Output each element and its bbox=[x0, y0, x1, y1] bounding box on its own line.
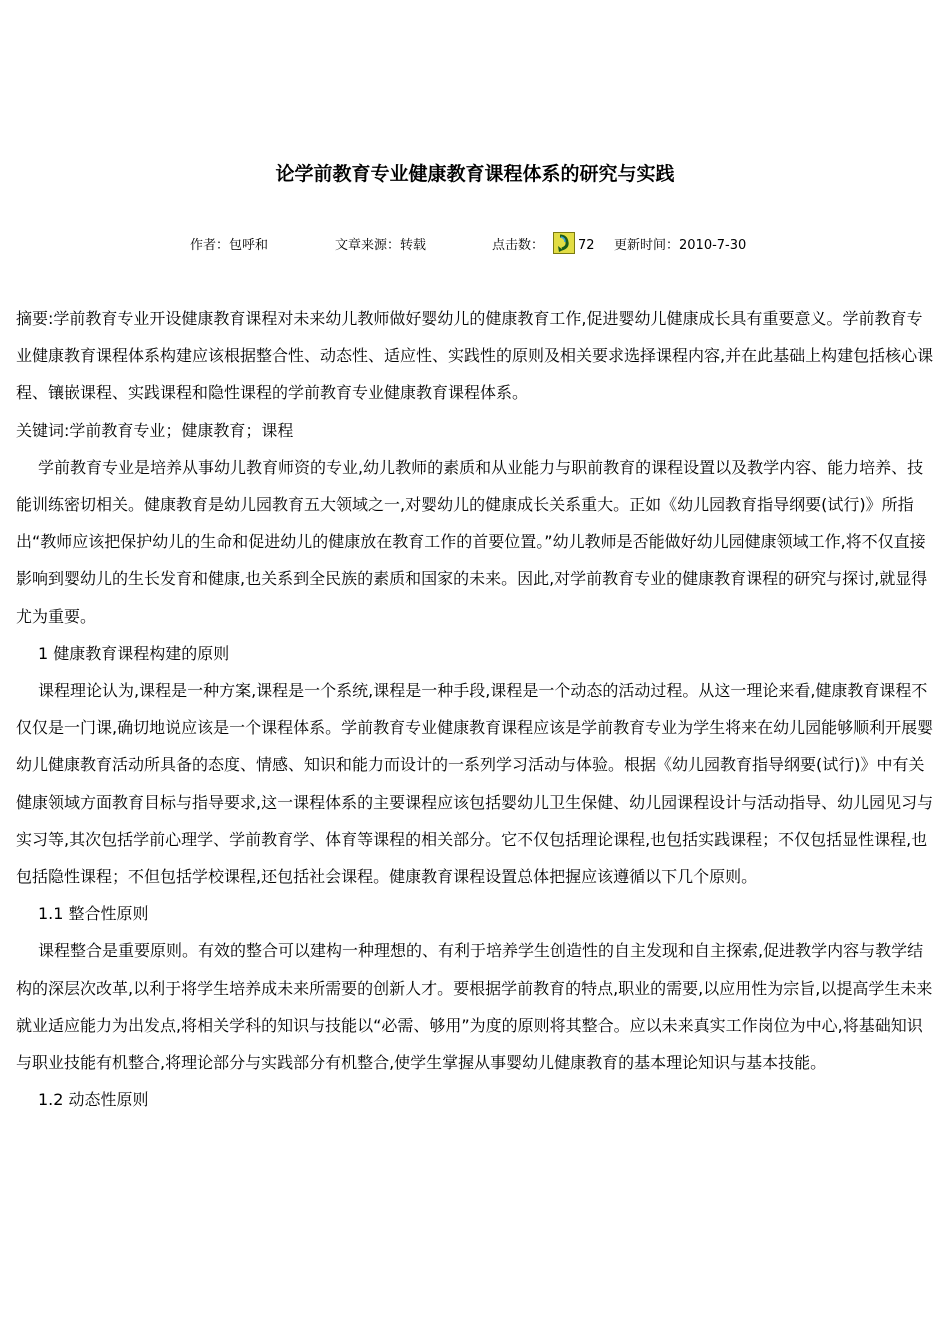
keywords: 关键词:学前教育专业；健康教育；课程 bbox=[16, 420, 294, 440]
article-title: 论学前教育专业健康教育课程体系的研究与实践 bbox=[275, 163, 675, 185]
updated-time: 更新时间：2010-7-30 bbox=[614, 238, 747, 253]
paragraph: 课程理论认为,课程是一种方案,课程是一个系统,课程是一种手段,课程是一个动态的活动过程。从这一理论来看,健康教育课程不仅仅是一门课,确切地说应该是一个课程体系。学前教育专业健康教育课程应该是学前教育专业为学生将来在幼儿园能够顺利开展婴幼儿健康教育活动所具备的态度、情感、知识和能力而设计的一系列学习活动与体验。根据《幼儿园教育指导纲要(试行)》中有关健康领域方面教育目标与指导要求,这一课程体系的主要课程应该包括婴幼儿卫生保健、幼儿园课程设计与活动指导、幼儿园见习与实习等,其次包括学前心理学、学前教育学、体育等课程的相关部分。它不仅包括理论课程,也包括实践课程；不仅包括显性课程,也包括隐性课程；不但包括学校课程,还包括社会课程。健康教育课程设置总体把握应该遵循以下几个原则。 bbox=[16, 681, 934, 887]
section-heading: 1 健康教育课程构建的原则 bbox=[38, 643, 230, 663]
author-label: 作者：包呼和 bbox=[190, 238, 269, 253]
abstract: 摘要:学前教育专业开设健康教育课程对未来幼儿教师做好婴幼儿的健康教育工作,促进婴幼儿健康成长具有重要意义。学前教育专业健康教育课程体系构建应该根据整合性、动态性、适应性、实践性的原则及相关要求选择课程内容,并在此基础上构建包括核心课程、镶嵌课程、实践课程和隐性课程的学前教育专业健康教育课程体系。 bbox=[16, 309, 934, 403]
article-body bbox=[16, 300, 936, 1118]
source-label: 文章来源：转载 bbox=[335, 238, 427, 253]
paragraph: 学前教育专业是培养从事幼儿教育师资的专业,幼儿教师的素质和从业能力与职前教育的课程设置以及教学内容、能力培养、技能训练密切相关。健康教育是幼儿园教育五大领域之一,对婴幼儿的健康成长关系重大。正如《幼儿园教育指导纲要(试行)》所指出“教师应该把保护幼儿的生命和促进幼儿的健康放在教育工作的首要位置。”幼儿教师是否能做好幼儿园健康领域工作,将不仅直接影响到婴幼儿的生长发育和健康,也关系到全民族的素质和国家的未来。因此,对学前教育专业的健康教育课程的研究与探讨,就显得尤为重要。 bbox=[16, 457, 928, 626]
subsection-heading: 1.1 整合性原则 bbox=[38, 904, 149, 924]
paragraph: 课程整合是重要原则。有效的整合可以建构一种理想的、有利于培养学生创造性的自主发现和自主探索,促进教学内容与教学结构的深层次改革,以利于将学生培养成未来所需要的创新人才。要根据学前教育的特点,职业的需要,以应用性为宗旨,以提高学生未来就业适应能力为出发点,将相关学科的知识与技能以“必需、够用”为度的原则将其整合。应以未来真实工作岗位为中心,将基础知识与职业技能有机整合,将理论部分与实践部分有机整合,使学生掌握从事婴幼儿健康教育的基本理论知识与基本技能。 bbox=[16, 941, 933, 1073]
clicks-icon bbox=[553, 232, 575, 254]
subsection-heading: 1.2 动态性原则 bbox=[38, 1090, 149, 1110]
clicks-count: 72 bbox=[578, 238, 595, 253]
clicks-label: 点击数： bbox=[492, 238, 545, 253]
